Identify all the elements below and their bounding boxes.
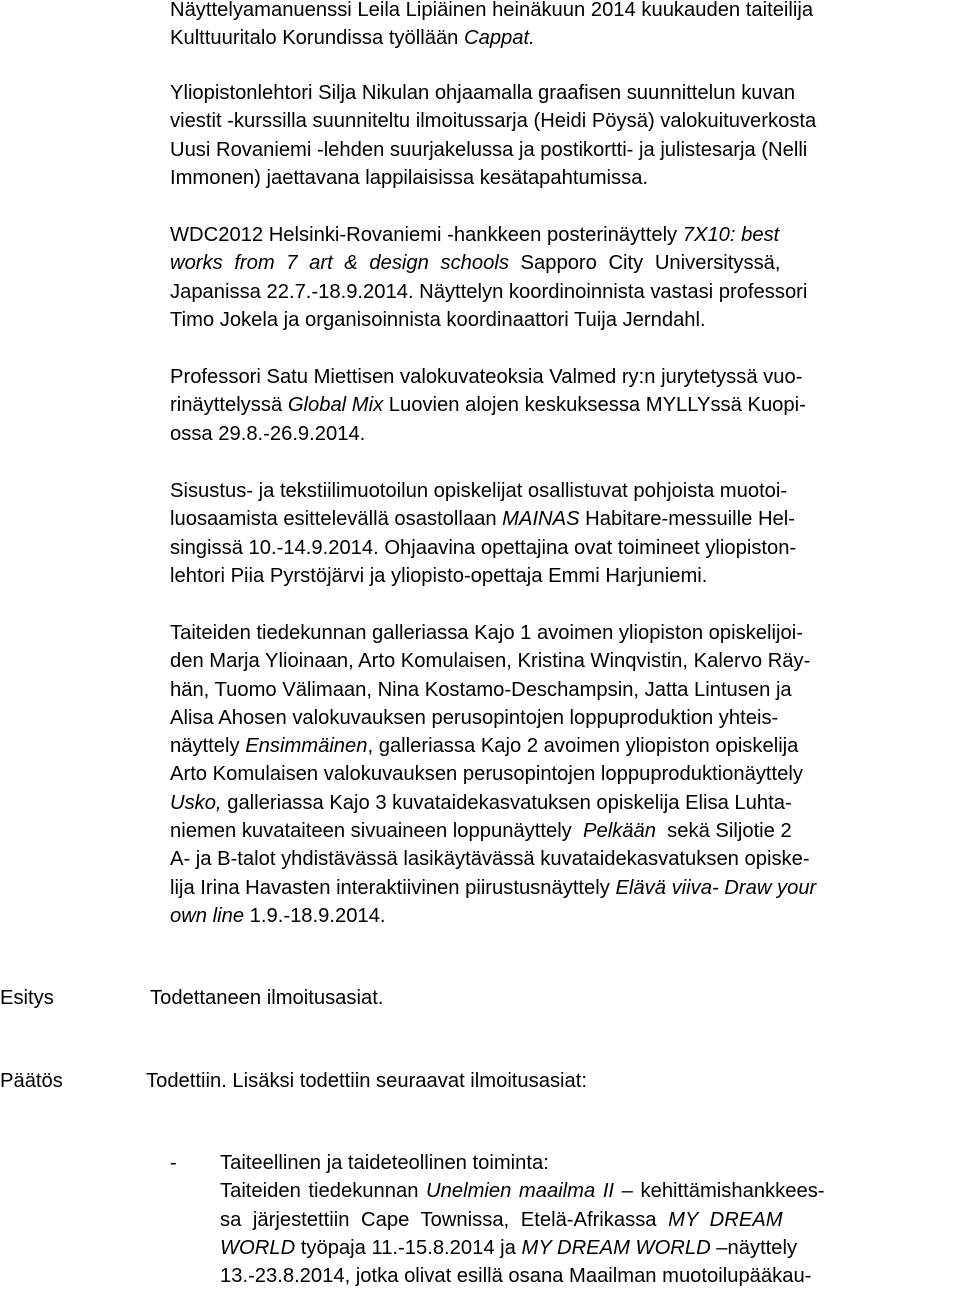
text-fragment: sekä Siljotie 2: [655, 820, 792, 843]
text-fragment: , galleriassa Kajo 2 avoimen yliopiston opiskelija: [367, 735, 799, 758]
text-line: den Marja Ylioinaan, Arto Komulaisen, Kristina Winqvistin, Kalervo Räy-: [170, 650, 811, 673]
text-line: [220, 1177, 956, 1205]
text-line: viestit -kurssilla suunniteltu ilmoitussarja (Heidi Pöysä) valokuituverkosta: [170, 110, 817, 133]
text-line: lehtori Piia Pyrstöjärvi ja yliopisto-opettaja Emmi Harjuniemi.: [170, 564, 708, 587]
text-fragment: työpaja 11.-15.8.2014 ja: [295, 1236, 522, 1259]
project-title: MY DREAM WORLD: [521, 1236, 711, 1259]
paatos-row: [0, 1067, 960, 1097]
text-line: [170, 391, 956, 419]
text-fragment: niemen kuvataiteen sivuaineen loppunäyttely: [170, 820, 583, 843]
text-fragment: rinäyttelyssä: [170, 394, 288, 417]
text-line: A- ja B-talot yhdistävässä lasikäytävässä kuvataidekasvatuksen opiske-: [170, 848, 810, 871]
exhibition-title: works from 7 art & design schools: [170, 252, 509, 275]
text-fragment: WDC2012 Helsinki-Rovaniemi -hankkeen posterinäyttely: [170, 224, 683, 246]
text-line: Japanissa 22.7.-18.9.2014. Näyttelyn koordinoinnista vastasi professori: [170, 280, 808, 303]
exhibition-title: Pelkään: [583, 820, 656, 843]
paragraph-kajo-gallery-exhibitions: [170, 619, 956, 930]
text-fragment: lija Irina Havasten interaktiivinen piirustusnäyttely: [170, 876, 616, 899]
text-fragment: – kehittämishankkees-: [614, 1180, 825, 1203]
exhibition-title: Global Mix: [287, 394, 384, 417]
exhibition-title: own line: [170, 904, 245, 927]
text-line: Professori Satu Miettisen valokuvateoksia Valmed ry:n jurytetyssä vuo-: [170, 366, 803, 388]
text-line: [170, 817, 956, 845]
exhibition-title: 7X10: best: [682, 224, 780, 246]
esitys-value: Todettaneen ilmoitusasiat.: [150, 987, 384, 1009]
text-line: [170, 874, 956, 902]
text-line: [170, 789, 956, 817]
exhibition-title: Usko,: [170, 791, 222, 814]
text-fragment: 1.9.-18.9.2014.: [244, 904, 386, 927]
text-line: [170, 505, 956, 533]
paragraph-global-mix-exhibition: [170, 363, 956, 448]
esitys-label: Esitys: [0, 987, 54, 1009]
exhibition-title: Ensimmäinen: [245, 735, 368, 758]
paragraph-habitare-fair: [170, 477, 956, 590]
exhibition-title: Elävä viiva- Draw your: [615, 876, 817, 899]
text-fragment: näyttely: [170, 735, 246, 758]
project-title: Unelmien maailma II: [426, 1180, 615, 1203]
text-line: singissä 10.-14.9.2014. Ohjaavina opettajina ovat toimineet yliopiston-: [170, 536, 797, 559]
paragraph-graphic-design-course: [170, 79, 956, 192]
text-line: Alisa Ahosen valokuvauksen perusopintojen loppuproduktion yhteis-: [170, 706, 779, 729]
text-line: [170, 732, 956, 760]
text-line: [220, 1206, 956, 1234]
text-line: Sisustus- ja tekstiilimuotoilun opiskelijat osallistuvat pohjoista muotoi-: [170, 480, 788, 502]
text-fragment: Habitare-messuille Hel-: [579, 508, 795, 531]
text-line: [170, 249, 956, 277]
text-line: ossa 29.8.-26.9.2014.: [170, 422, 366, 445]
text-line: Arto Komulaisen valokuvauksen perusopintojen loppuproduktionäyttely: [170, 763, 803, 786]
text-fragment: –näyttely: [710, 1236, 798, 1259]
text-line: [170, 221, 956, 249]
paragraph-exhibition-amanuensis: [170, 0, 956, 53]
text-fragment: Luovien alojen keskuksessa MYLLYssä Kuopi-: [383, 394, 806, 417]
paatos-value: Todettiin. Lisäksi todettiin seuraavat ilmoitusasiat:: [146, 1070, 587, 1092]
text-line: [170, 24, 956, 52]
paatos-label: Päätös: [0, 1070, 63, 1092]
list-heading: Taiteellinen ja taideteollinen toiminta:: [220, 1152, 549, 1174]
text-line: Immonen) jaettavana lappilaisissa kesätapahtumissa.: [170, 166, 649, 189]
stand-title: MAINAS: [502, 508, 580, 531]
text-fragment: Taiteiden tiedekunnan: [220, 1180, 427, 1203]
text-fragment: luosaamista esittelevällä osastollaan: [170, 508, 503, 531]
text-line: 13.-23.8.2014, jotka olivat esillä osana Maailman muotoilupääkau-: [220, 1265, 812, 1288]
text-fragment: Sapporo City Universityssä,: [508, 252, 781, 275]
esitys-row: [0, 984, 960, 1014]
text-line: [220, 1234, 956, 1262]
text-line: Yliopistonlehtori Silja Nikulan ohjaamalla graafisen suunnittelun kuvan: [170, 82, 796, 104]
project-title: WORLD: [220, 1236, 296, 1259]
text-line: Näyttelyamanuenssi Leila Lipiäinen heinäkuun 2014 kuukauden taiteilija: [170, 0, 814, 21]
work-title: Cappat.: [464, 27, 535, 50]
paragraph-wdc2012-poster-exhibition: [170, 221, 956, 334]
text-line: Taiteiden tiedekunnan galleriassa Kajo 1 avoimen yliopiston opiskelijoi-: [170, 622, 803, 644]
text-fragment: Kulttuuritalo Korundissa työllään: [170, 27, 465, 50]
text-line: Timo Jokela ja organisoinnista koordinaattori Tuija Jerndahl.: [170, 308, 706, 331]
text-line: [170, 902, 956, 930]
project-title: MY DREAM: [668, 1208, 783, 1231]
text-fragment: galleriassa Kajo 3 kuvataidekasvatuksen opiskelija Elisa Luhta-: [221, 791, 792, 814]
text-line: Uusi Rovaniemi -lehden suurjakelussa ja postikortti- ja julistesarja (Nelli: [170, 138, 808, 161]
list-item: [220, 1149, 956, 1290]
text-fragment: sa järjestettiin Cape Townissa, Etelä-Afrikassa: [220, 1208, 669, 1231]
text-line: hän, Tuomo Välimaan, Nina Kostamo-Deschampsin, Jatta Lintusen ja: [170, 678, 792, 701]
list-bullet: -: [170, 1152, 177, 1174]
